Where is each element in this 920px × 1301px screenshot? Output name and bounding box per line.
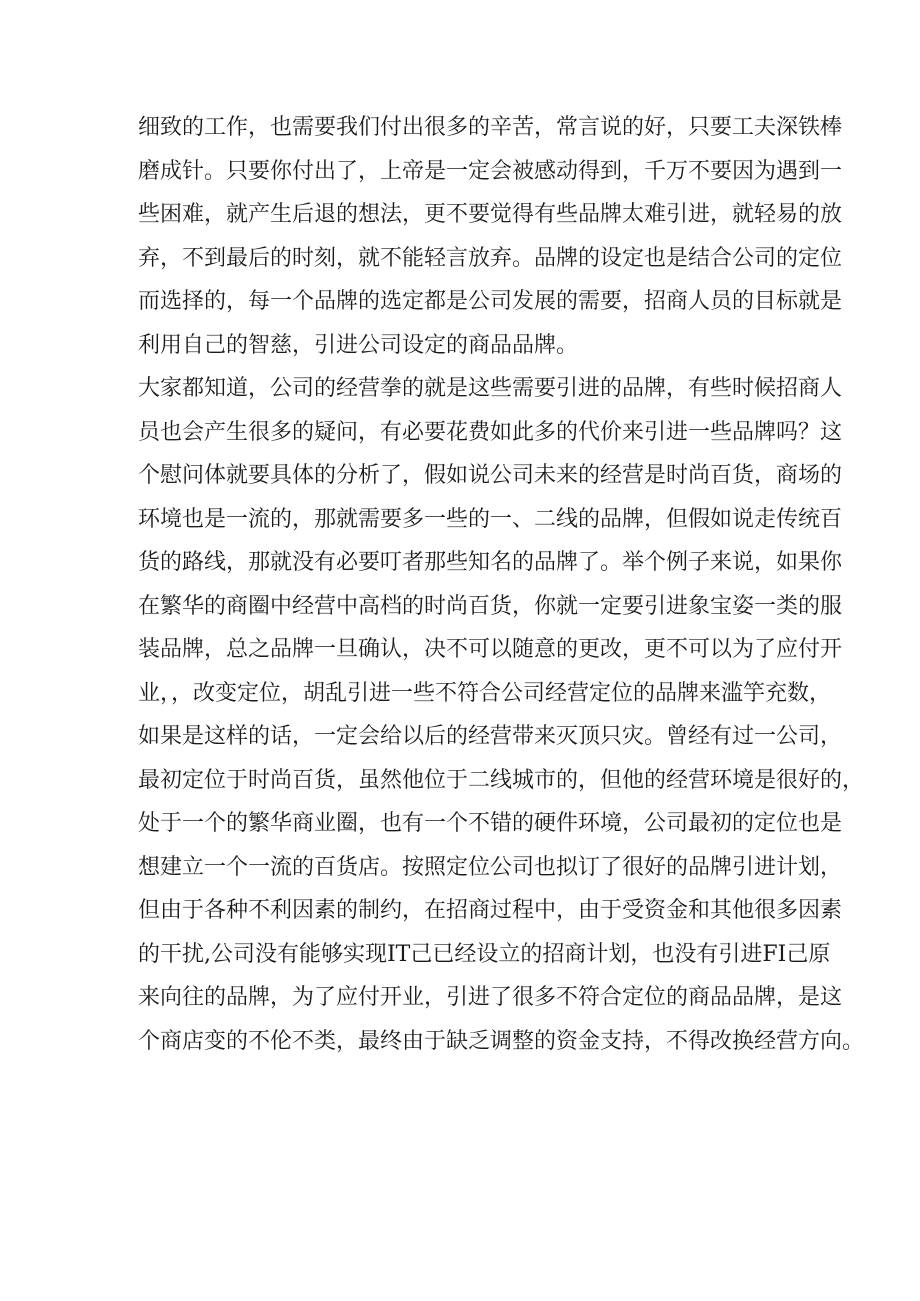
text-line: 在繁华的商圈中经营中高档的时尚百货，你就一定要引进象宝姿一类的服 (138, 593, 843, 619)
text-line: 弃，不到最后的时刻，就不能轻言放弃。品牌的设定也是结合公司的定位 (138, 245, 843, 271)
text-line: 大家都知道，公司的经营拳的就是这些需要引进的品牌，有些时候招商人 (138, 376, 843, 401)
text-line: 而选择的，每一个品牌的选定都是公司发展的需要，招商人员的目标就是 (138, 289, 843, 314)
body-text (138, 106, 865, 1063)
text-line: 个慰问体就要具体的分析了，假如说公司未来的经营是时尚百货，商场的 (138, 463, 843, 488)
text-line: 想建立一个一流的百货店。按照定位公司也拟订了很好的品牌引进计划， (138, 854, 843, 880)
text-line: 装品牌，总之品牌一旦确认，决不可以随意的更改，更不可以为了应付开 (138, 637, 843, 662)
text-line: 细致的工作，也需要我们付出很多的辛苦，常言说的好，只要工夫深铁棒 (138, 115, 843, 140)
text-line: 业，，改变定位，胡乱引进一些不符合公司经营定位的品牌来滥竽充数， (138, 680, 832, 706)
text-line: 磨成针。只要你付出了，上帝是一定会被感动得到，千万不要因为遇到一 (138, 158, 843, 184)
text-line: 的干扰,公司没有能够实现IT己已经设立的招商计划，也没有引进FI己原 (138, 941, 831, 967)
text-line: 来向往的品牌，为了应付开业，引进了很多不符合定位的商品品牌，是这 (138, 985, 843, 1010)
text-line: 货的路线，那就没有必要叮者那些知名的品牌了。举个例子来说，如果你 (138, 550, 843, 575)
text-line: 些困难，就产生后退的想法，更不要觉得有些品牌太难引进，就轻易的放 (138, 202, 843, 227)
text-line: 处于一个的繁华商业圈，也有一个不错的硬件环境，公司最初的定位也是 (138, 811, 843, 836)
text-line: 最初定位于时尚百货，虽然他位于二线城市的，但他的经营环境是很好的， (138, 767, 865, 793)
text-line: 个商店变的不伦不类，最终由于缺乏调整的资金支持，不得改换经营方向。 (138, 1028, 865, 1054)
text-line: 利用自己的智慈，引进公司设定的商品品牌。 (138, 332, 579, 358)
text-line: 但由于各种不利因素的制约，在招商过程中，由于受资金和其他很多因素 (138, 898, 843, 923)
text-line: 员也会产生很多的疑问，有必要花费如此多的代价来引进一些品牌吗？这 (138, 419, 843, 445)
text-line: 如果是这样的话，一定会给以后的经营带来灭顶只灾。曾经有过一公司， (138, 724, 843, 749)
text-line: 环境也是一流的，那就需要多一些的一、二线的品牌，但假如说走传统百 (138, 506, 843, 532)
